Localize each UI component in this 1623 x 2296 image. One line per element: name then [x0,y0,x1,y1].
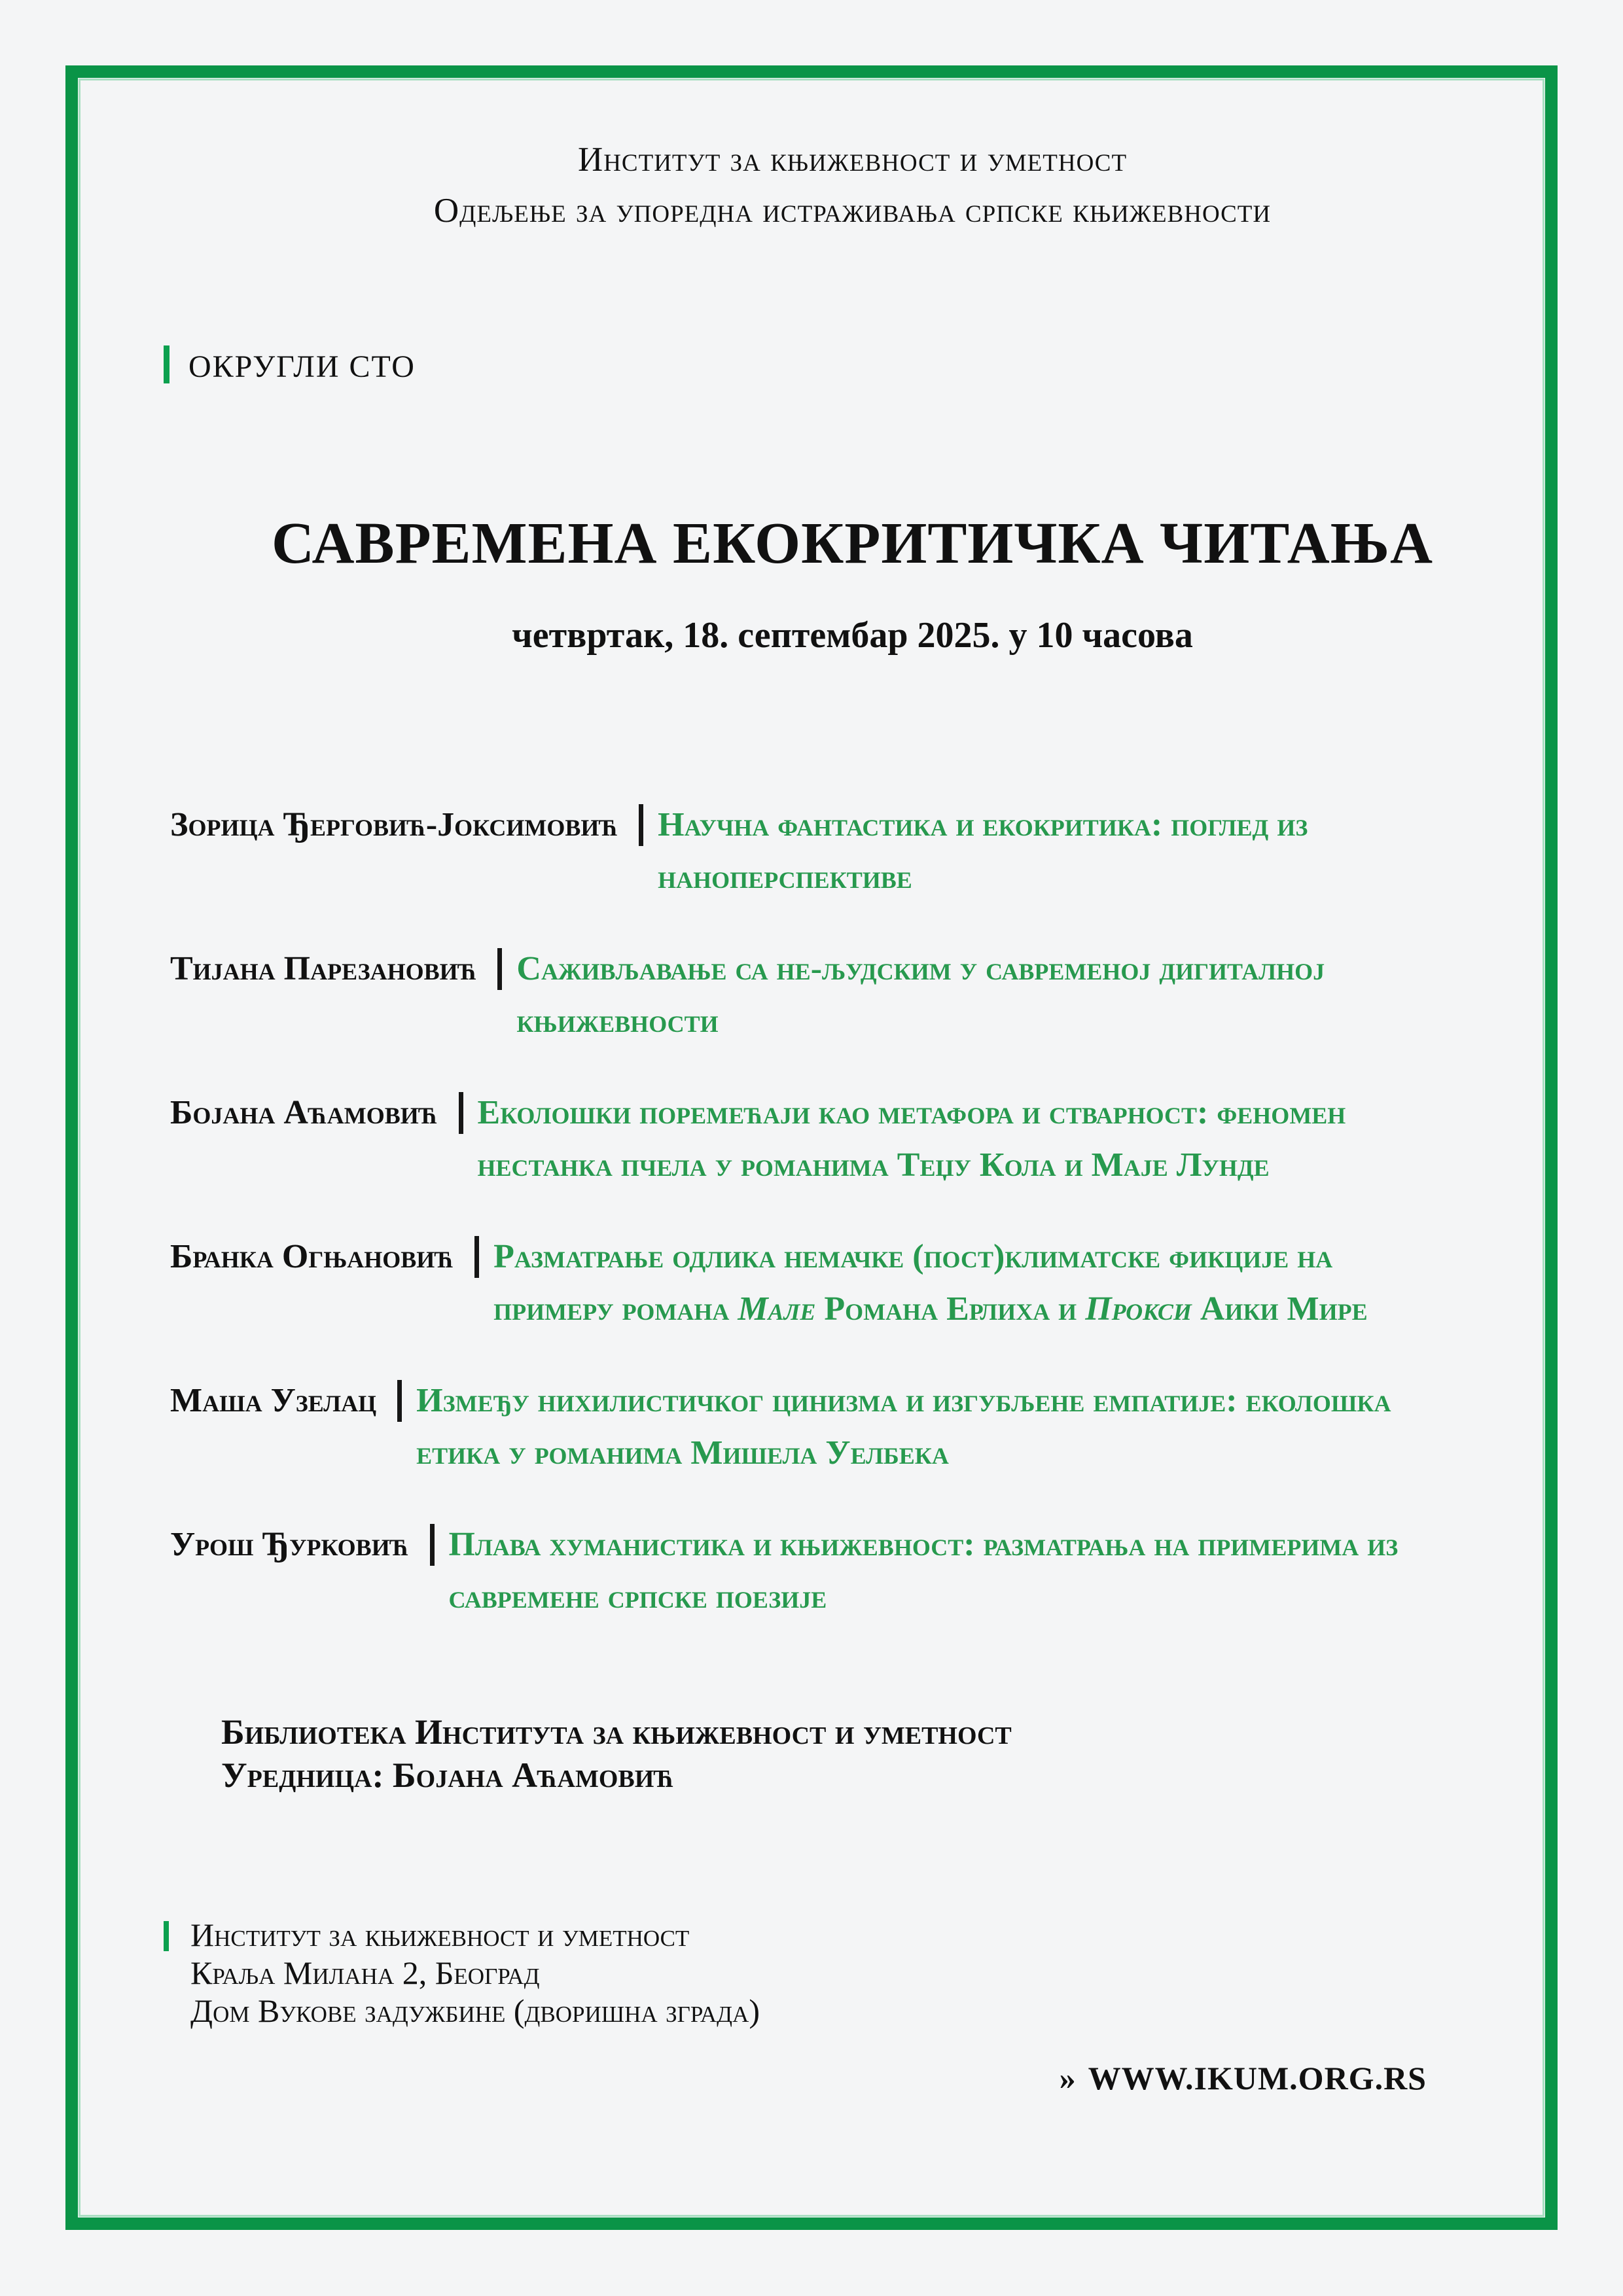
institute-header [164,134,1541,236]
event-title: САВРЕМЕНА ЕКОКРИТИЧКА ЧИТАЊА [272,511,1433,576]
speaker-entry [170,1519,1407,1623]
separator-bar [474,1236,479,1278]
website-url[interactable]: WWW.IKUM.ORG.RS [1088,2060,1427,2096]
talk-title [478,1087,1407,1192]
talk-title-segment: Аики Мире [1191,1290,1368,1328]
speaker-entry [170,943,1407,1048]
talk-title [516,943,1407,1048]
green-accent-bar [164,345,169,383]
speaker-entry [170,799,1407,904]
separator-bar [497,948,502,990]
venue-block [164,1916,1541,2030]
talk-title [658,799,1407,904]
event-type-label: ОКРУГЛИ СТО [188,349,416,384]
talk-title [416,1375,1407,1479]
event-datetime: четвртак, 18. септембар 2025. у 10 часова [512,615,1193,656]
talk-title-italic-segment: Прокси [1085,1290,1192,1328]
website-line[interactable] [164,2059,1541,2097]
talk-title-italic-segment: Мале [738,1290,816,1328]
separator-bar [430,1524,435,1566]
speaker-list [164,799,1541,1623]
speaker-name: Бранка Огњановић [170,1238,454,1275]
separator-bar [397,1380,402,1422]
venue-institute-line [164,1916,1541,1954]
talk-title [449,1519,1408,1623]
content-column [164,0,1541,2097]
speaker-name: Урош Ђурковић [170,1526,409,1563]
event-type-section [164,344,1541,390]
venue-address: Краља Милана 2, Београд [190,1954,540,1991]
speaker-name: Тијана Парезановић [170,950,477,987]
speaker-entry [170,1231,1407,1335]
speaker-name: Бојана Аћамовић [170,1094,438,1131]
talk-title-segment: Саживљавање са не-људским у савременој дигиталној књижевности [516,950,1325,1040]
talk-title-segment: Еколошки поремећаји као метафора и стварност: феномен нестанка пчела у романима Теџу Кола и Маје Лунде [477,1094,1346,1184]
institute-name: Институт за књижевност и уметност [577,141,1128,179]
talk-title-segment: Разматрање одлика немачке (пост)климатске фикције на примеру романа [493,1238,1333,1328]
series-name: Библиотека Института за књижевност и уметност [221,1712,1012,1752]
talk-title-segment: Између нихилистичког цинизма и изгубљене емпатије: еколошка етика у романима Мишела Уелбека [416,1382,1391,1472]
separator-bar [459,1092,463,1134]
speaker-name: Зорица Ђерговић-Јоксимовић [170,806,618,843]
green-accent-bar [164,1921,169,1951]
double-chevron-icon: » [1059,2060,1077,2096]
separator-bar [639,804,643,846]
talk-title [493,1231,1407,1335]
department-name: Одељење за упоредна истраживања српске књижевности [433,192,1272,230]
series-editor: Уредница: Бојана Аћамовић [221,1756,674,1795]
talk-title-segment: Научна фантастика и екокритика: поглед из наноперспективе [658,806,1308,896]
talk-title-segment: Плава хуманистика и књижевност: разматрања на примерима из савремене српске поезије [448,1526,1399,1616]
venue-institute: Институт за књижевност и уметност [190,1916,690,1953]
speaker-entry [170,1087,1407,1192]
series-block [221,1710,1541,1797]
venue-building: Дом Вукове задужбине (дворишна зграда) [190,1992,760,2029]
speaker-name: Маша Узелац [170,1382,377,1419]
speaker-entry [170,1375,1407,1479]
talk-title-segment: Романа Ерлиха и [815,1290,1086,1328]
